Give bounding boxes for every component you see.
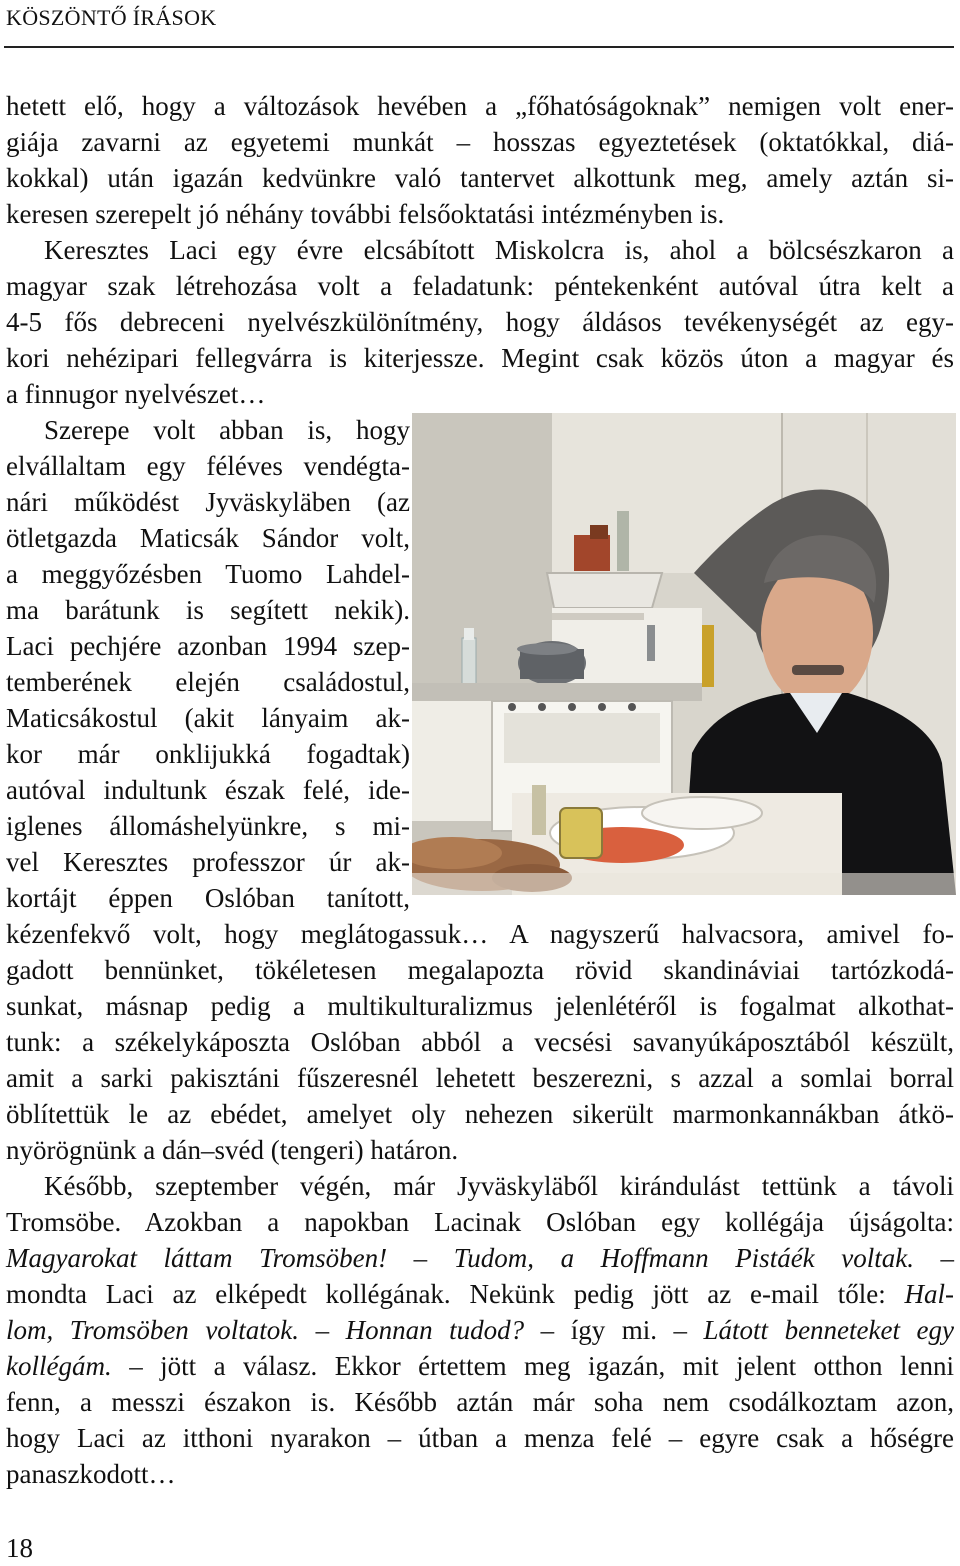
text-line: nyörögnünk a dán–svéd (tengeri) határon.	[6, 1135, 459, 1165]
text-span: –	[913, 1243, 955, 1273]
text-span: – így mi. –	[524, 1315, 704, 1345]
text-line: temberének elején családostul,	[6, 667, 410, 697]
italic-quote: Tudom, a Hoffmann Pistáék voltak.	[453, 1243, 914, 1273]
text-line: giája zavarni az egyetemi munkát – hosszas egyeztetések (oktatókkal, diá-	[6, 127, 954, 157]
text-line: hetett elő, hogy a változások hevében a „főhatóságoknak” nemigen volt ener-	[6, 91, 954, 121]
italic-quote: kollégám.	[6, 1351, 112, 1381]
text-line: magyar szak létrehozása volt a feladatunk: péntekenként autóval útra kelt a	[6, 271, 954, 301]
text-line: Laci pechjére azonban 1994 szep-	[6, 631, 410, 661]
text-line: Maticsákostul (akit lányaim ak-	[6, 703, 410, 733]
text-line: a finnugor nyelvészet…	[6, 379, 266, 409]
text-line: a meggyőzésben Tuomo Lahdel-	[6, 559, 410, 589]
text-line: vel Keresztes professzor úr ak-	[6, 847, 410, 877]
text-line: nári működést Jyväskyläben (az	[6, 487, 410, 517]
running-header: KÖSZÖNTŐ ÍRÁSOK	[6, 5, 217, 30]
text-line: elvállaltam egy féléves vendégta-	[6, 451, 410, 481]
italic-quote: Honnan tudod?	[345, 1315, 525, 1345]
header-rule	[4, 46, 954, 48]
text-span: – jött a válasz. Ekkor értettem meg igazán, mit jelent otthon lenni	[111, 1351, 954, 1381]
text-line: tunk: a székelykáposzta Oslóban abból a vecsési savanyúkáposztából készült,	[6, 1027, 954, 1057]
text-line: Keresztes Laci egy évre elcsábított Miskolcra is, ahol a bölcsészkaron a	[44, 235, 954, 265]
text-line	[6, 1312, 954, 1348]
text-line: kézenfekvő volt, hogy meglátogassuk… A nagyszerű halvacsora, amivel fo-	[6, 919, 954, 949]
italic-quote: lom, Tromsöben voltatok.	[6, 1315, 300, 1345]
text-line: iglenes állomáshelyünkre, s mi-	[6, 811, 410, 841]
text-line: kokkal) után igazán kedvünkre való tantervet alkottunk meg, amely aztán si-	[6, 163, 954, 193]
text-line: Később, szeptember végén, már Jyväskyläből kirándulást tettünk a távoli	[44, 1171, 954, 1201]
text-line	[6, 1276, 954, 1312]
text-line: panaszkodott…	[6, 1459, 176, 1489]
text-span: –	[299, 1315, 346, 1345]
text-line: ma barátunk is segített nekik).	[6, 595, 410, 625]
text-span: mondta Laci az elképedt kollégának. Nekünk pedig jött az e-mail tőle:	[6, 1279, 905, 1309]
text-span: –	[387, 1243, 454, 1273]
text-line: 4-5 fős debreceni nyelvészkülönítmény, hogy áldásos tevékenységét az egy-	[6, 307, 954, 337]
text-line: gadott bennünket, tökéletesen megalapozta rövid skandináviai tartózkodá-	[6, 955, 954, 985]
text-line: sunkat, másnap pedig a multikulturalizmus jelenlétéről is fogalmat alkothat-	[6, 991, 954, 1021]
text-line	[6, 1240, 954, 1276]
text-line: kori nehézipari fellegvárra is kiterjessze. Megint csak közös úton a magyar és	[6, 343, 954, 373]
text-line: kortájt éppen Oslóban tanított,	[6, 883, 410, 913]
text-line: kor már onklijukká fogadtak)	[6, 739, 410, 769]
text-line	[6, 1348, 954, 1384]
text-line: amit a sarki pakisztáni fűszeresnél lehetett beszerezni, s azzal a somlai borral	[6, 1063, 954, 1093]
page-number: 18	[6, 1533, 33, 1563]
text-line: fenn, a messzi északon is. Később aztán már soha nem csodálkoztam azon,	[6, 1387, 954, 1417]
text-line: Szerepe volt abban is, hogy	[44, 415, 410, 445]
italic-quote: Hal-	[904, 1279, 954, 1309]
text-line: hogy Laci az itthoni nyarakon – útban a menza felé – egyre csak a hőségre	[6, 1423, 954, 1453]
text-line: keresen szerepelt jó néhány további felsőoktatási intézményben is.	[6, 199, 725, 229]
text-line: Tromsöbe. Azokban a napokban Lacinak Oslóban egy kollégája újságolta:	[6, 1207, 954, 1237]
italic-quote: Magyarokat láttam Tromsöben!	[6, 1243, 388, 1273]
italic-quote: Látott benneteket egy	[703, 1315, 954, 1345]
text-line: ötletgazda Maticsák Sándor volt,	[6, 523, 410, 553]
text-line: öblítettük le az ebédet, amelyet oly nehezen sikerült marmonkannákban átkö-	[6, 1099, 954, 1129]
text-line: autóval indultunk észak felé, ide-	[6, 775, 410, 805]
kitchen-dinner-photo	[412, 413, 956, 895]
